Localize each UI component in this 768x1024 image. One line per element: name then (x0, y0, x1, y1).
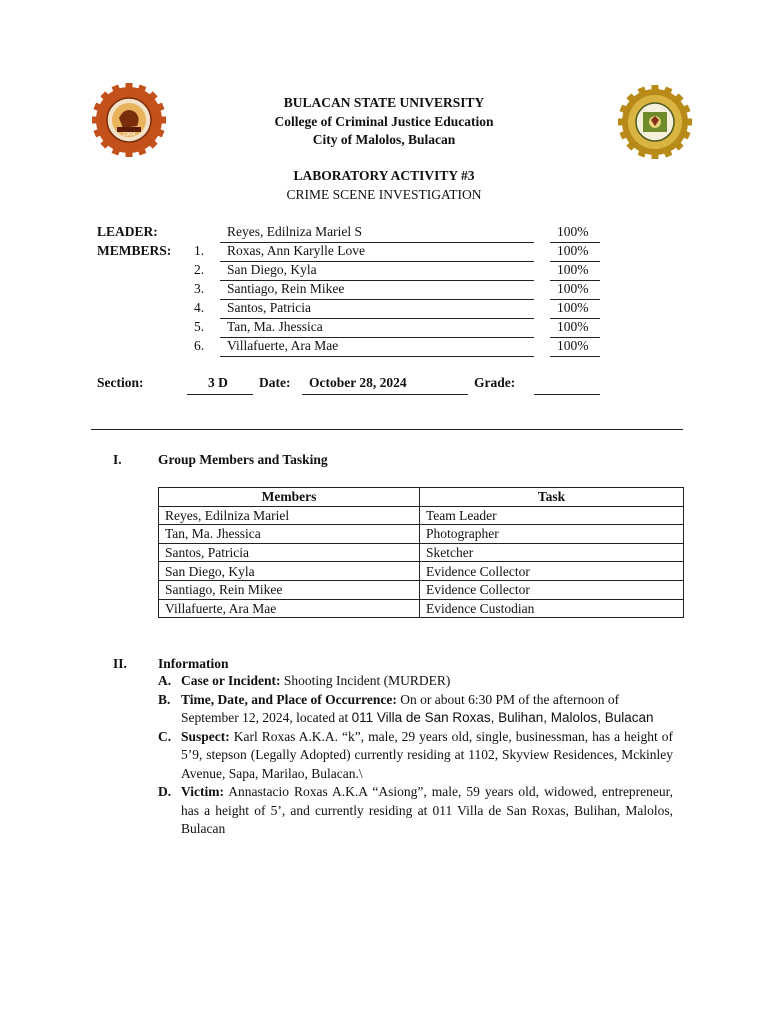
member-percent-underline (550, 356, 600, 357)
info-item-letter: C. (158, 728, 172, 744)
member-name: Santiago, Rein Mikee (227, 281, 345, 296)
member-number: 2. (194, 262, 205, 277)
member-number: 3. (194, 281, 205, 296)
table-row (159, 562, 684, 581)
task-cell: Sketcher (420, 543, 684, 562)
member-percent: 100% (557, 319, 589, 334)
info-item-text: Karl Roxas A.K.A. “k”, male, 29 years old, single, businessman, has a height of 5’9, stepson (Legally Adopted) currently residing at 1102, Skyview Residences, Mckinley Avenue, Sapa, Marilao, Bulacan.\ (181, 728, 673, 781)
info-item-victim (158, 783, 673, 839)
table-header-row (159, 488, 684, 507)
member-number: 5. (194, 319, 205, 334)
member-name: Tan, Ma. Jhessica (227, 319, 323, 334)
members-column-header: Members (159, 488, 420, 507)
members-label: MEMBERS: (97, 243, 172, 258)
grade-label: Grade: (474, 375, 516, 390)
member-percent: 100% (557, 281, 589, 296)
task-cell: Evidence Custodian (420, 599, 684, 618)
info-item-case (158, 672, 673, 691)
info-item-text: On or about 6:30 PM of the afternoon of September 12, 2024, located at (181, 691, 620, 725)
date-underline (302, 394, 468, 395)
university-name: BULACAN STATE UNIVERSITY (283, 95, 485, 110)
section-underline (187, 394, 253, 395)
section-label: Section: (97, 375, 144, 390)
table-row (159, 580, 684, 599)
task-cell: Evidence Collector (420, 562, 684, 581)
task-cell: Photographer (420, 525, 684, 544)
task-column-header: Task (420, 488, 684, 507)
table-row (159, 543, 684, 562)
member-percent: 100% (557, 338, 589, 353)
task-cell: Evidence Collector (420, 580, 684, 599)
date-value: October 28, 2024 (309, 375, 407, 390)
member-name: Santos, Patricia (227, 300, 311, 315)
task-cell: Team Leader (420, 506, 684, 525)
section-2-title: Information (158, 656, 229, 671)
college-name: College of Criminal Justice Education (274, 114, 494, 129)
information-list (158, 672, 673, 839)
info-item-letter: A. (158, 673, 172, 688)
table-row (159, 599, 684, 618)
info-item-text: Shooting Incident (MURDER) (280, 673, 451, 688)
member-name: Villafuerte, Ara Mae (227, 338, 339, 353)
member-percent: 100% (557, 243, 589, 258)
section-2-numeral: II. (113, 656, 127, 671)
member-number: 4. (194, 300, 205, 315)
info-item-letter: B. (158, 691, 171, 707)
member-cell: San Diego, Kyla (159, 562, 420, 581)
member-number: 6. (194, 338, 205, 353)
info-item-label: Victim: (181, 784, 224, 799)
tasking-table (158, 487, 684, 618)
table-row (159, 525, 684, 544)
leader-label: LEADER: (97, 224, 158, 239)
info-item-letter: D. (158, 784, 172, 799)
horizontal-divider (91, 429, 683, 430)
activity-subtitle: CRIME SCENE INVESTIGATION (286, 187, 482, 202)
city-name: City of Malolos, Bulacan (312, 132, 456, 147)
info-item-label: Suspect: (181, 728, 230, 744)
member-percent: 100% (557, 262, 589, 277)
member-cell: Reyes, Edilniza Mariel (159, 506, 420, 525)
member-name: Roxas, Ann Karylle Love (227, 243, 365, 258)
section-value: 3 D (208, 375, 228, 390)
info-item-address: 011 Villa de San Roxas, Bulihan, Malolos, Bulacan (351, 710, 654, 725)
member-cell: Tan, Ma. Jhessica (159, 525, 420, 544)
svg-text:1904: 1904 (122, 132, 136, 138)
member-cell: Santos, Patricia (159, 543, 420, 562)
table-row (159, 506, 684, 525)
info-item-label: Time, Date, and Place of Occurrence: (181, 691, 397, 707)
leader-percent: 100% (557, 224, 589, 239)
activity-title: LABORATORY ACTIVITY #3 (293, 168, 475, 183)
member-cell: Villafuerte, Ara Mae (159, 599, 420, 618)
member-name-underline (220, 356, 534, 357)
section-1-title: Group Members and Tasking (158, 452, 328, 467)
info-item-label: Case or Incident: (181, 673, 281, 688)
leader-name: Reyes, Edilniza Mariel S (227, 224, 362, 239)
info-item-time-place (158, 691, 673, 728)
date-label: Date: (259, 375, 291, 390)
grade-underline (534, 394, 600, 395)
section-1-numeral: I. (113, 452, 122, 467)
member-name: San Diego, Kyla (227, 262, 317, 277)
member-cell: Santiago, Rein Mikee (159, 580, 420, 599)
info-item-suspect (158, 728, 673, 784)
info-item-text: Annastacio Roxas A.K.A “Asiong”, male, 59 years old, widowed, entrepreneur, has a height of 5’, and currently residing at 011 Villa de San Roxas, Bulihan, Malolos, Bulacan (181, 784, 673, 836)
member-number: 1. (194, 243, 205, 258)
member-percent: 100% (557, 300, 589, 315)
